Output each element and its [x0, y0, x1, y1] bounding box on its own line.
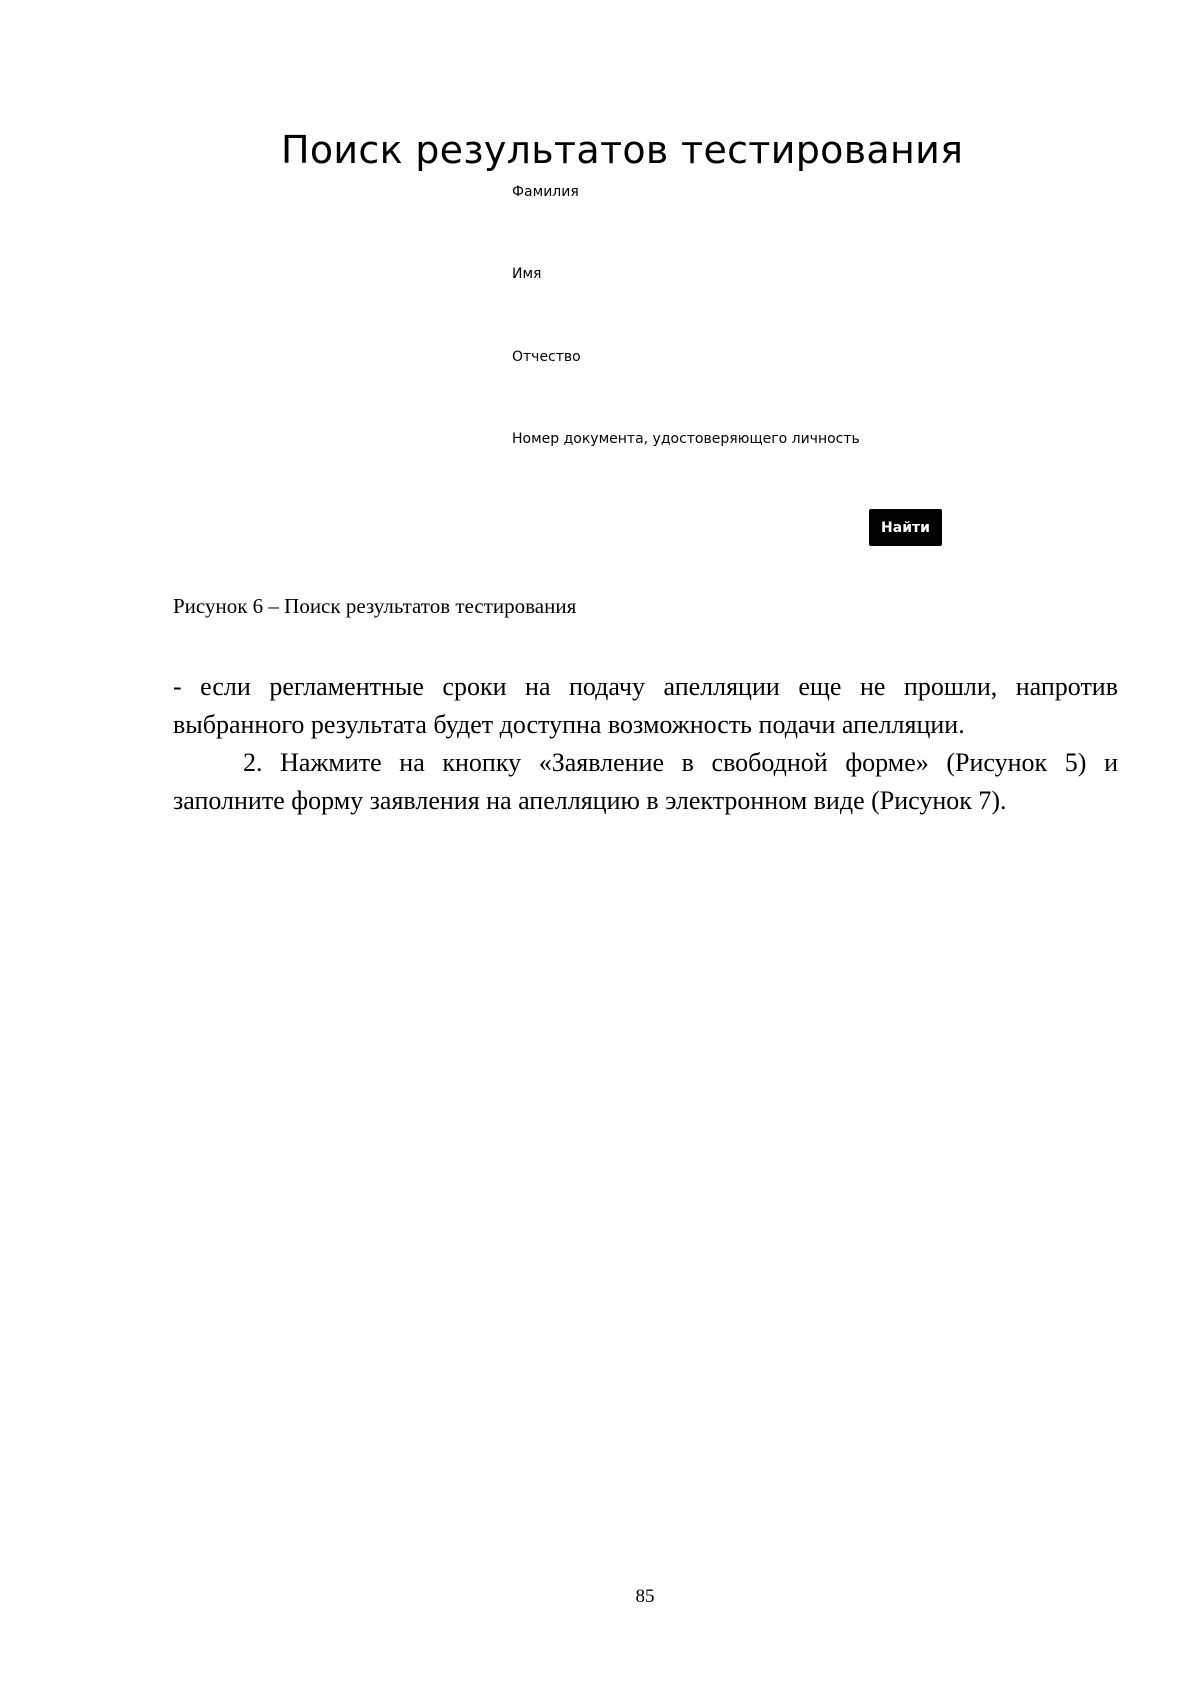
paragraph-appeal-availability: - если регламентные сроки на подачу апелляции еще не прошли, напротив выбранного результата будет доступна возможность подачи апелляции. — [173, 672, 1118, 739]
figure-search-results-form — [0, 0, 1200, 580]
form-title: Поиск результатов тестирования — [281, 128, 964, 172]
paragraph-step-2: 2. Нажмите на кнопку «Заявление в свободной форме» (Рисунок 5) и заполните форму заявления на апелляцию в электронном виде (Рисунок 7). — [173, 748, 1118, 815]
patronymic-field-label: Отчество — [512, 349, 581, 365]
page-number: 85 — [635, 1586, 655, 1607]
figure-caption: Рисунок 6 – Поиск результатов тестирования — [173, 594, 577, 618]
name-field-label: Имя — [512, 266, 542, 282]
surname-field-label: Фамилия — [512, 184, 579, 200]
body-text — [173, 668, 1118, 820]
find-button[interactable]: Найти — [869, 509, 942, 546]
document-number-field-label: Номер документа, удостоверяющего личность — [512, 431, 860, 447]
